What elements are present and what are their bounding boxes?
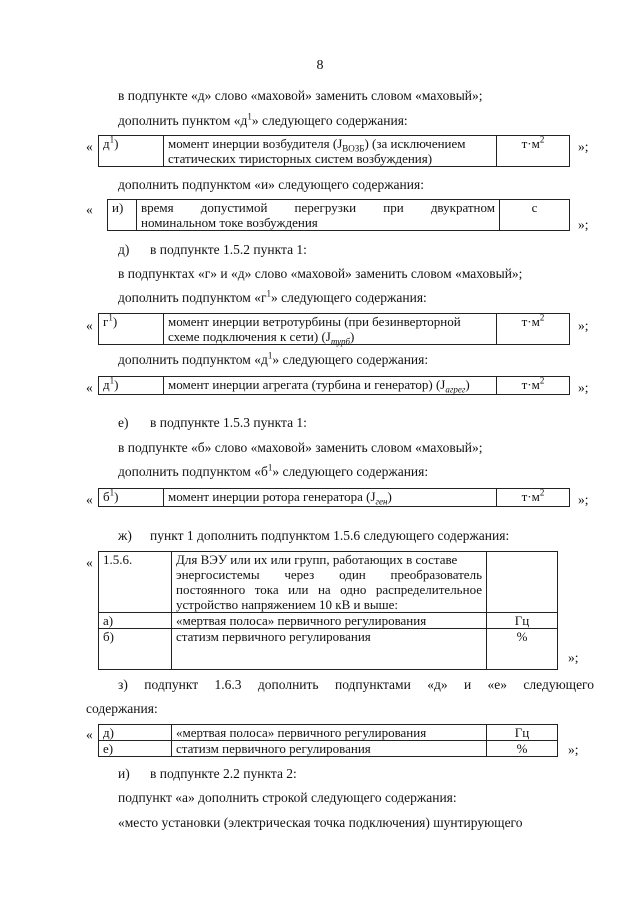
cell-code: $д^1$)	[99, 136, 164, 167]
open-quote: «	[86, 727, 93, 742]
open-quote: «	[86, 139, 93, 154]
cell-unit: $т\cdot м^2$	[497, 136, 570, 167]
open-quote: «	[86, 492, 93, 507]
table-d1	[98, 135, 570, 167]
cell-desc: статизм первичного регулирования	[172, 741, 487, 757]
text-line-14: в подпункте 2.2 пункта 2:	[150, 766, 297, 781]
text-line-2: дополнить пунктом «$д^1$» следующего содержания:	[118, 111, 408, 128]
text-line-9: в подпункте «б» слово «маховой» заменить словом «маховый»;	[118, 440, 483, 455]
cell-unit: $т\cdot м^2$	[497, 314, 570, 345]
text-line-8: в подпункте 1.5.3 пункта 1:	[150, 415, 307, 430]
table-b1	[98, 488, 570, 507]
cell-desc: статизм первичного регулирования	[172, 629, 487, 670]
cell-unit: Гц	[487, 613, 558, 629]
text-line-13: содержания:	[86, 701, 158, 716]
text-line-12: з) подпункт 1.6.3 дополнить подпунктами «д» и «е» следующего	[118, 677, 595, 692]
cell-desc: момент инерции ротора генератора $(J_{ген})$	[164, 489, 497, 507]
cell-unit: %	[487, 741, 558, 757]
cell-desc: «мертвая полоса» первичного регулирования	[172, 613, 487, 629]
text-line-4-marker: д)	[118, 242, 130, 257]
cell-desc: время допустимой перегрузки при двукратном номинальном токе возбуждения	[137, 200, 500, 231]
text-line-4: в подпункте 1.5.2 пункта 1:	[150, 242, 307, 257]
table-d1-agregat	[98, 376, 570, 395]
text-line-16: «место установки (электрическая точка подключения) шунтирующего	[118, 815, 523, 830]
cell-code: б)	[99, 629, 172, 670]
open-quote: «	[86, 202, 93, 217]
cell-desc: «мертвая полоса» первичного регулирования	[172, 725, 487, 741]
cell-desc: Для ВЭУ или их или групп, работающих в составе энергосистемы через один преобразователь постоянного тока или на одно распределительное устройство напряжением 10 кВ и выше:	[172, 552, 487, 613]
text-line-7: дополнить подпунктом «$д^1$» следующего содержания:	[118, 350, 429, 367]
close-quote: »;	[578, 318, 589, 333]
table-1-5-6	[98, 551, 558, 670]
cell-unit: $т\cdot м^2$	[497, 489, 570, 507]
cell-unit: $т\cdot м^2$	[497, 377, 570, 395]
text-line-11-marker: ж)	[118, 528, 132, 543]
open-quote: «	[86, 380, 93, 395]
cell-code: д)	[99, 725, 172, 741]
text-line-15: подпункт «а» дополнить строкой следующего содержания:	[118, 790, 457, 805]
cell-unit	[487, 552, 558, 613]
table-i	[107, 199, 570, 231]
text-line-8-marker: е)	[118, 415, 129, 430]
text-line-14-marker: и)	[118, 766, 130, 781]
cell-code: $г^1$)	[99, 314, 164, 345]
close-quote: »;	[578, 217, 589, 232]
page-number: 8	[316, 58, 324, 73]
close-quote: »;	[568, 742, 579, 757]
close-quote: »;	[578, 492, 589, 507]
cell-code: е)	[99, 741, 172, 757]
cell-desc: момент инерции возбудителя $(J_{ВОЗБ})$ (за исключением статических тиристорных систем возбуждения)	[164, 136, 497, 167]
cell-code: и)	[108, 200, 137, 231]
cell-unit: %	[487, 629, 558, 670]
text-line-1: в подпункте «д» слово «маховой» заменить словом «маховый»;	[118, 88, 483, 103]
cell-desc: момент инерции агрегата (турбина и генератор) $(J_{агрег})$	[164, 377, 497, 395]
open-quote: «	[86, 555, 93, 570]
table-d-e	[98, 724, 558, 757]
text-line-3: дополнить подпунктом «и» следующего содержания:	[118, 177, 424, 192]
text-line-5: в подпунктах «г» и «д» слово «маховой» заменить словом «маховый»;	[118, 266, 523, 281]
cell-code: $д^1$)	[99, 377, 164, 395]
text-line-6: дополнить подпунктом «$г^1$» следующего содержания:	[118, 288, 427, 305]
table-g1	[98, 313, 570, 345]
cell-code: 1.5.6.	[99, 552, 172, 613]
text-line-10: дополнить подпунктом «$б^1$» следующего содержания:	[118, 462, 429, 479]
cell-desc: момент инерции ветротурбины (при безинверторной схеме подключения к сети) $(J_{турб})$	[164, 314, 497, 345]
close-quote: »;	[578, 380, 589, 395]
close-quote: »;	[568, 650, 579, 665]
cell-unit: с	[500, 200, 570, 231]
open-quote: «	[86, 318, 93, 333]
cell-code: $б^1$)	[99, 489, 164, 507]
cell-unit: Гц	[487, 725, 558, 741]
cell-code: а)	[99, 613, 172, 629]
close-quote: »;	[578, 139, 589, 154]
text-line-11: пункт 1 дополнить подпунктом 1.5.6 следующего содержания:	[150, 528, 510, 543]
